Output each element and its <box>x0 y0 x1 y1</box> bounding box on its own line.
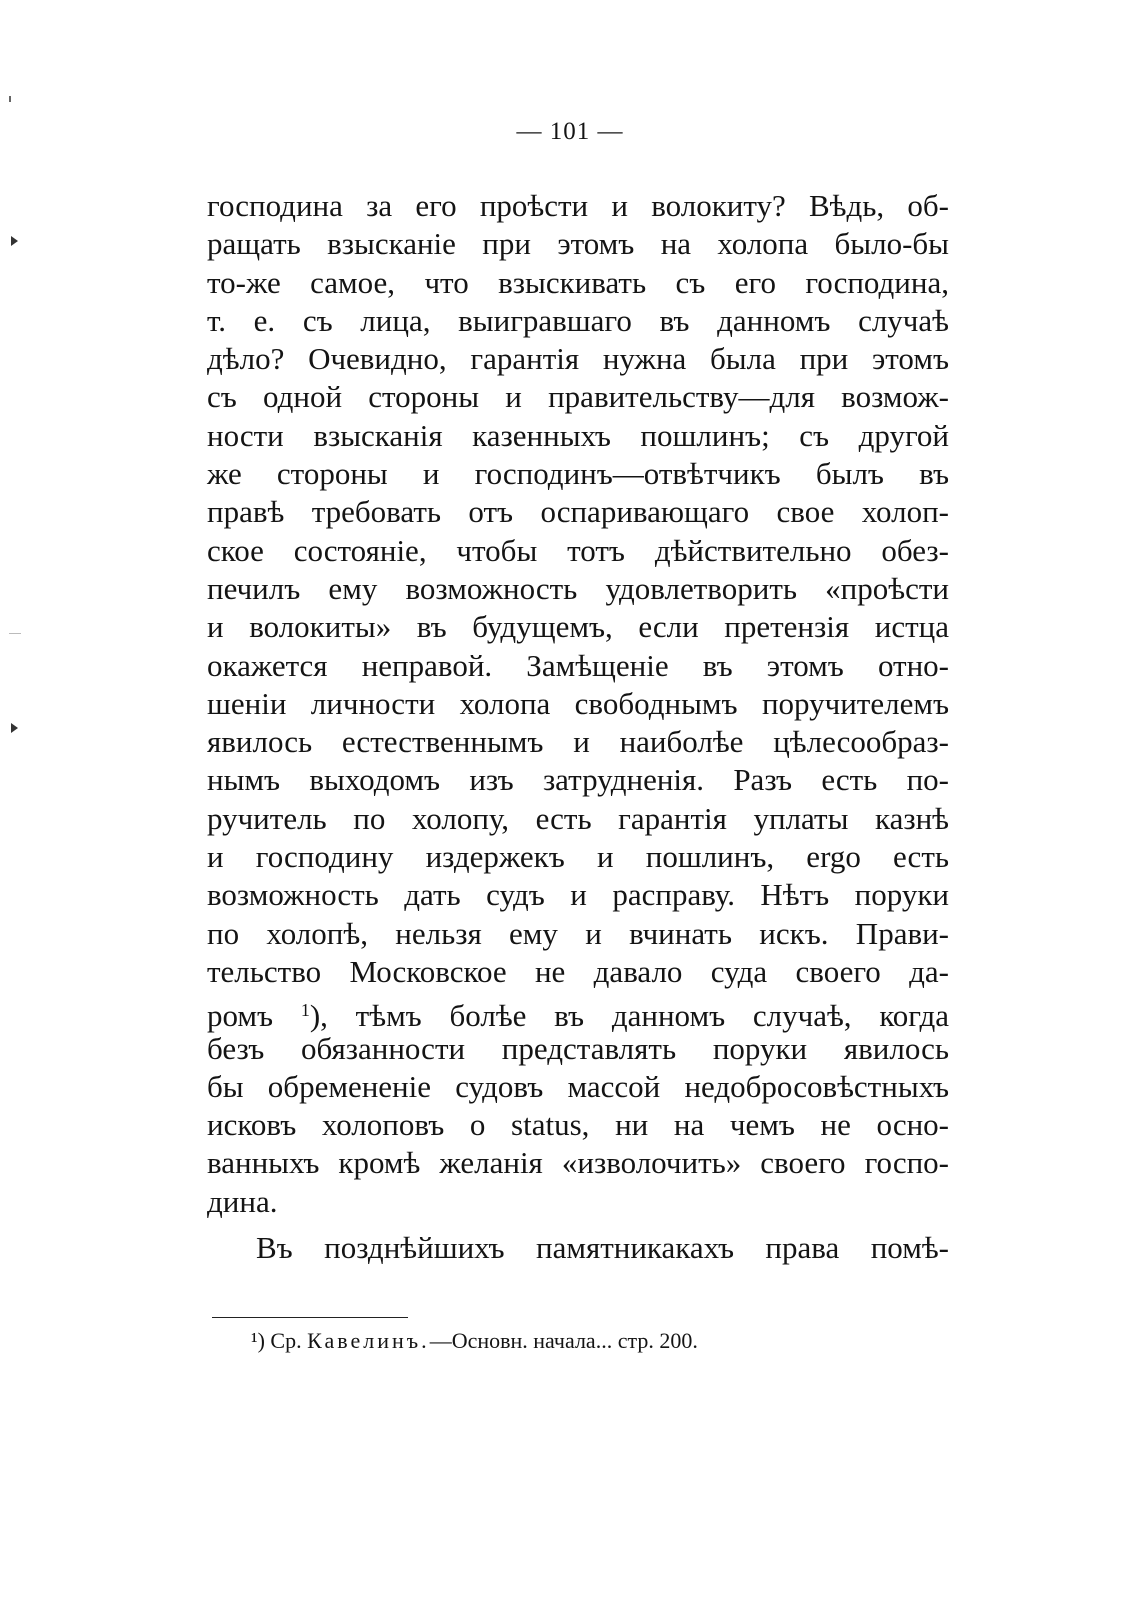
text-line: нымъ выходомъ изъ затрудненія. Разъ есть по- <box>207 762 949 798</box>
text-line: исковъ холоповъ о status, ни на чемъ не осно- <box>207 1107 949 1143</box>
scan-mark <box>9 633 21 634</box>
scan-speck <box>9 96 11 102</box>
text-line: господина за его проѣсти и волокиту? Вѣдь, об- <box>207 188 949 223</box>
text-line: возможность дать судъ и расправу. Нѣтъ поруки <box>207 877 949 913</box>
line-text: ), тѣмъ болѣе въ данномъ случаѣ, когда <box>309 998 950 1034</box>
text-line-with-footnote-ref <box>207 991 950 1034</box>
footnote-prefix: Ср. <box>270 1328 302 1353</box>
text-line: дина. <box>207 1183 278 1219</box>
text-line: дѣло? Очевидно, гарантія нужна была при этомъ <box>207 341 949 377</box>
text-line: же стороны и господинъ—отвѣтчикъ былъ въ <box>207 456 949 492</box>
text-line: ручитель по холопу, есть гарантія уплаты казнѣ <box>207 800 949 836</box>
text-line: и волокиты» въ будущемъ, если претензія истца <box>207 609 949 645</box>
footnote-reference[interactable]: 1 <box>300 1000 310 1021</box>
text-line: явилось естественнымъ и наиболѣе цѣлесообраз- <box>207 724 949 760</box>
margin-mark <box>11 236 18 246</box>
body-text <box>207 187 949 1267</box>
text-line: ское состояніе, чтобы тотъ дѣйствительно обез- <box>207 532 949 568</box>
line-text: ромъ <box>207 998 274 1034</box>
paragraph-1 <box>207 187 949 1221</box>
page-number: — 101 — <box>516 118 624 145</box>
text-line: т. е. съ лица, выигравшаго въ данномъ случаѣ <box>207 302 949 338</box>
footnote <box>251 1328 698 1354</box>
text-line: и господину издержекъ и пошлинъ, ergo есть <box>207 839 949 875</box>
text-line: безъ обязанности представлять поруки явилось <box>207 1030 949 1066</box>
text-line: тельство Московское не давало суда своего да- <box>207 953 949 989</box>
text-line: по холопѣ, нельзя ему и вчинать искъ. Прави- <box>207 915 949 951</box>
footnote-text: —Основн. начала... стр. 200. <box>429 1328 698 1353</box>
text-line: съ одной стороны и правительству—для возмож- <box>207 379 949 415</box>
text-line: Въ позднѣйшихъ памятникакахъ права помѣ- <box>256 1230 949 1266</box>
footnote-author: Кавелинъ. <box>307 1328 430 1353</box>
text-line: бы обремененіе судовъ массой недобросовѣстныхъ <box>207 1068 949 1104</box>
text-line: то-же самое, что взыскивать съ его господина, <box>207 264 949 300</box>
paragraph-2 <box>207 1229 949 1267</box>
footnote-marker: ¹) <box>251 1328 265 1353</box>
text-line: ращать взысканіе при этомъ на холопа было-бы <box>207 226 949 262</box>
text-line: шеніи личности холопа свободнымъ поручителемъ <box>207 685 949 721</box>
footnote-divider <box>212 1317 408 1318</box>
text-line: окажется неправой. Замѣщеніе въ этомъ отно- <box>207 647 949 683</box>
text-line: правѣ требовать отъ оспаривающаго свое холоп- <box>207 494 949 530</box>
text-line: ванныхъ кромѣ желанія «изволочить» своего госпо- <box>207 1145 949 1181</box>
text-line: ности взысканія казенныхъ пошлинъ; съ другой <box>207 417 949 453</box>
paragraph-gap <box>207 1221 949 1229</box>
margin-mark <box>11 723 18 733</box>
text-line: печилъ ему возможность удовлетворить «проѣсти <box>207 570 949 606</box>
